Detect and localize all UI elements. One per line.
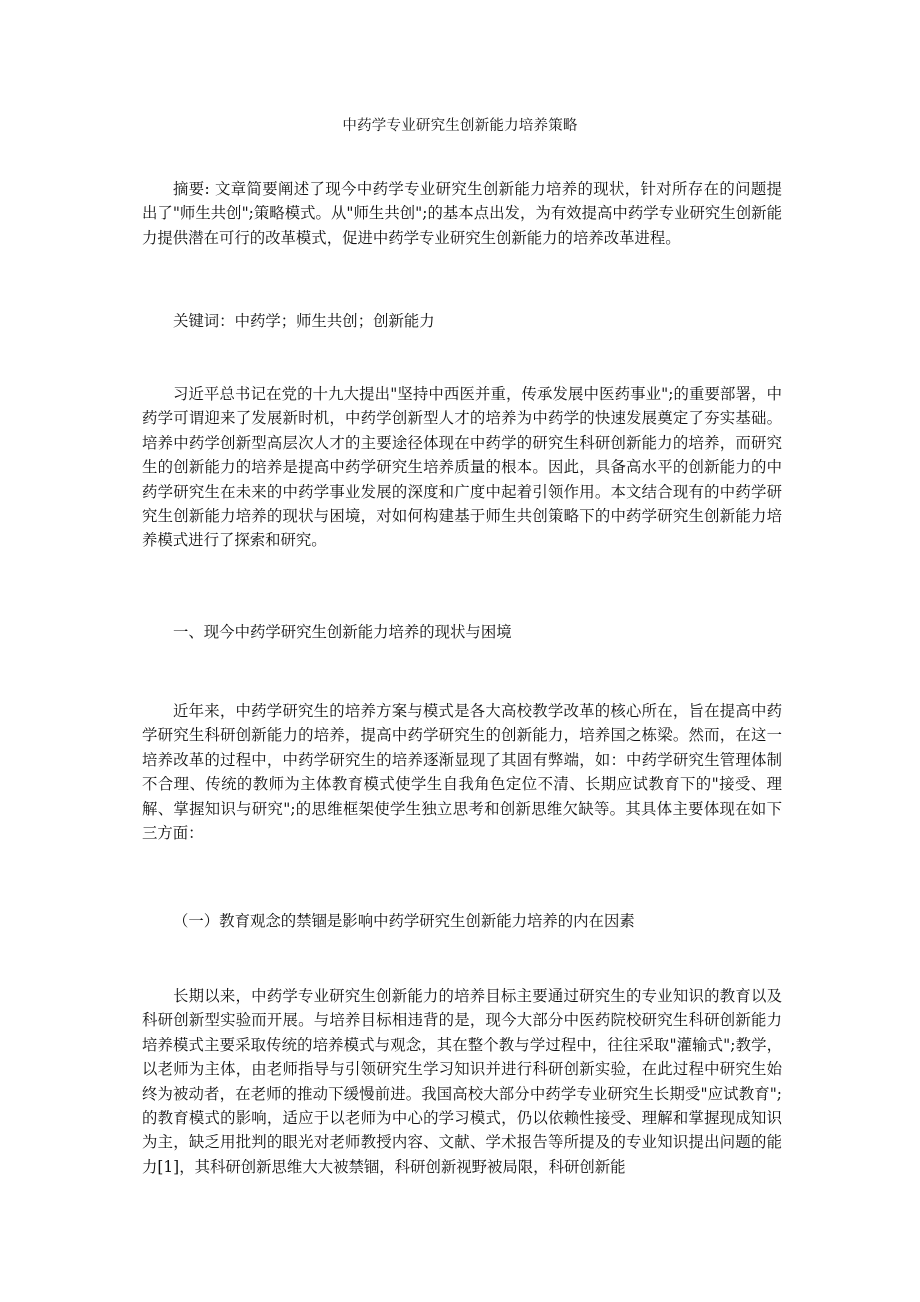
section-heading-1: 一、现今中药学研究生创新能力培养的现状与困境 <box>173 623 512 641</box>
subsection1-paragraph: 长期以来，中药学专业研究生创新能力的培养目标主要通过研究生的专业知识的教育以及科研创新型实验而开展。与培养目标相违背的是，现今大部分中医药院校研究生科研创新能力培养模式主要采取传统的培养模式与观念，其在整个教与学过程中，往往采取"灌输式";教学，以老师为主体，由老师指导与引领研究生学习知识并进行科研创新实验，在此过程中研究生始终为被动者，在老师的推动下缓慢前进。我国高校大部分中药学专业研究生长期受"应试教育";的教育模式的影响，适应于以老师为中心的学习模式，仍以依赖性接受、理解和掌握现成知识为主，缺乏用批判的眼光对老师教授内容、文献、学术报告等所提及的专业知识提出问题的能力[1]，其科研创新思维大大被禁锢，科研创新视野被局限，科研创新能 <box>142 987 782 1176</box>
section1-paragraph: 近年来，中药学研究生的培养方案与模式是各大高校教学改革的核心所在，旨在提高中药学研究生科研创新能力的培养，提高中药学研究生的创新能力，培养国之栋梁。然而，在这一培养改革的过程中，中药学研究生的培养逐渐显现了其固有弊端，如：中药学研究生管理体制不合理、传统的教师为主体教育模式使学生自我角色定位不清、长期应试教育下的"接受、理解、掌握知识与研究";的思维框架使学生独立思考和创新思维欠缺等。其具体主要体现在如下三方面： <box>142 702 782 843</box>
abstract-paragraph: 摘要: 文章简要阐述了现今中药学专业研究生创新能力培养的现状，针对所存在的问题提出了"师生共创";策略模式。从"师生共创";的基本点出发，为有效提高中药学专业研究生创新能力提供潜在可行的改革模式，促进中药学专业研究生创新能力的培养改革进程。 <box>142 180 782 247</box>
intro-paragraph: 习近平总书记在党的十九大提出"坚持中西医并重，传承发展中医药事业";的重要部署，中药学可谓迎来了发展新时机，中药学创新型人才的培养为中药学的快速发展奠定了夯实基础。培养中药学创新型高层次人才的主要途径体现在中药学的研究生科研创新能力的培养，而研究生的创新能力的培养是提高中药学研究生培养质量的根本。因此，具备高水平的创新能力的中药学研究生在未来的中药学事业发展的深度和广度中起着引领作用。本文结合现有的中药学研究生创新能力培养的现状与困境，对如何构建基于师生共创策略下的中药学研究生创新能力培养模式进行了探索和研究。 <box>142 385 782 550</box>
subsection-heading-1: （一）教育观念的禁锢是影响中药学研究生创新能力培养的内在因素 <box>173 912 635 930</box>
document-title: 中药学专业研究生创新能力培养策略 <box>342 118 578 134</box>
keywords-paragraph: 关键词：中药学；师生共创；创新能力 <box>173 312 435 330</box>
